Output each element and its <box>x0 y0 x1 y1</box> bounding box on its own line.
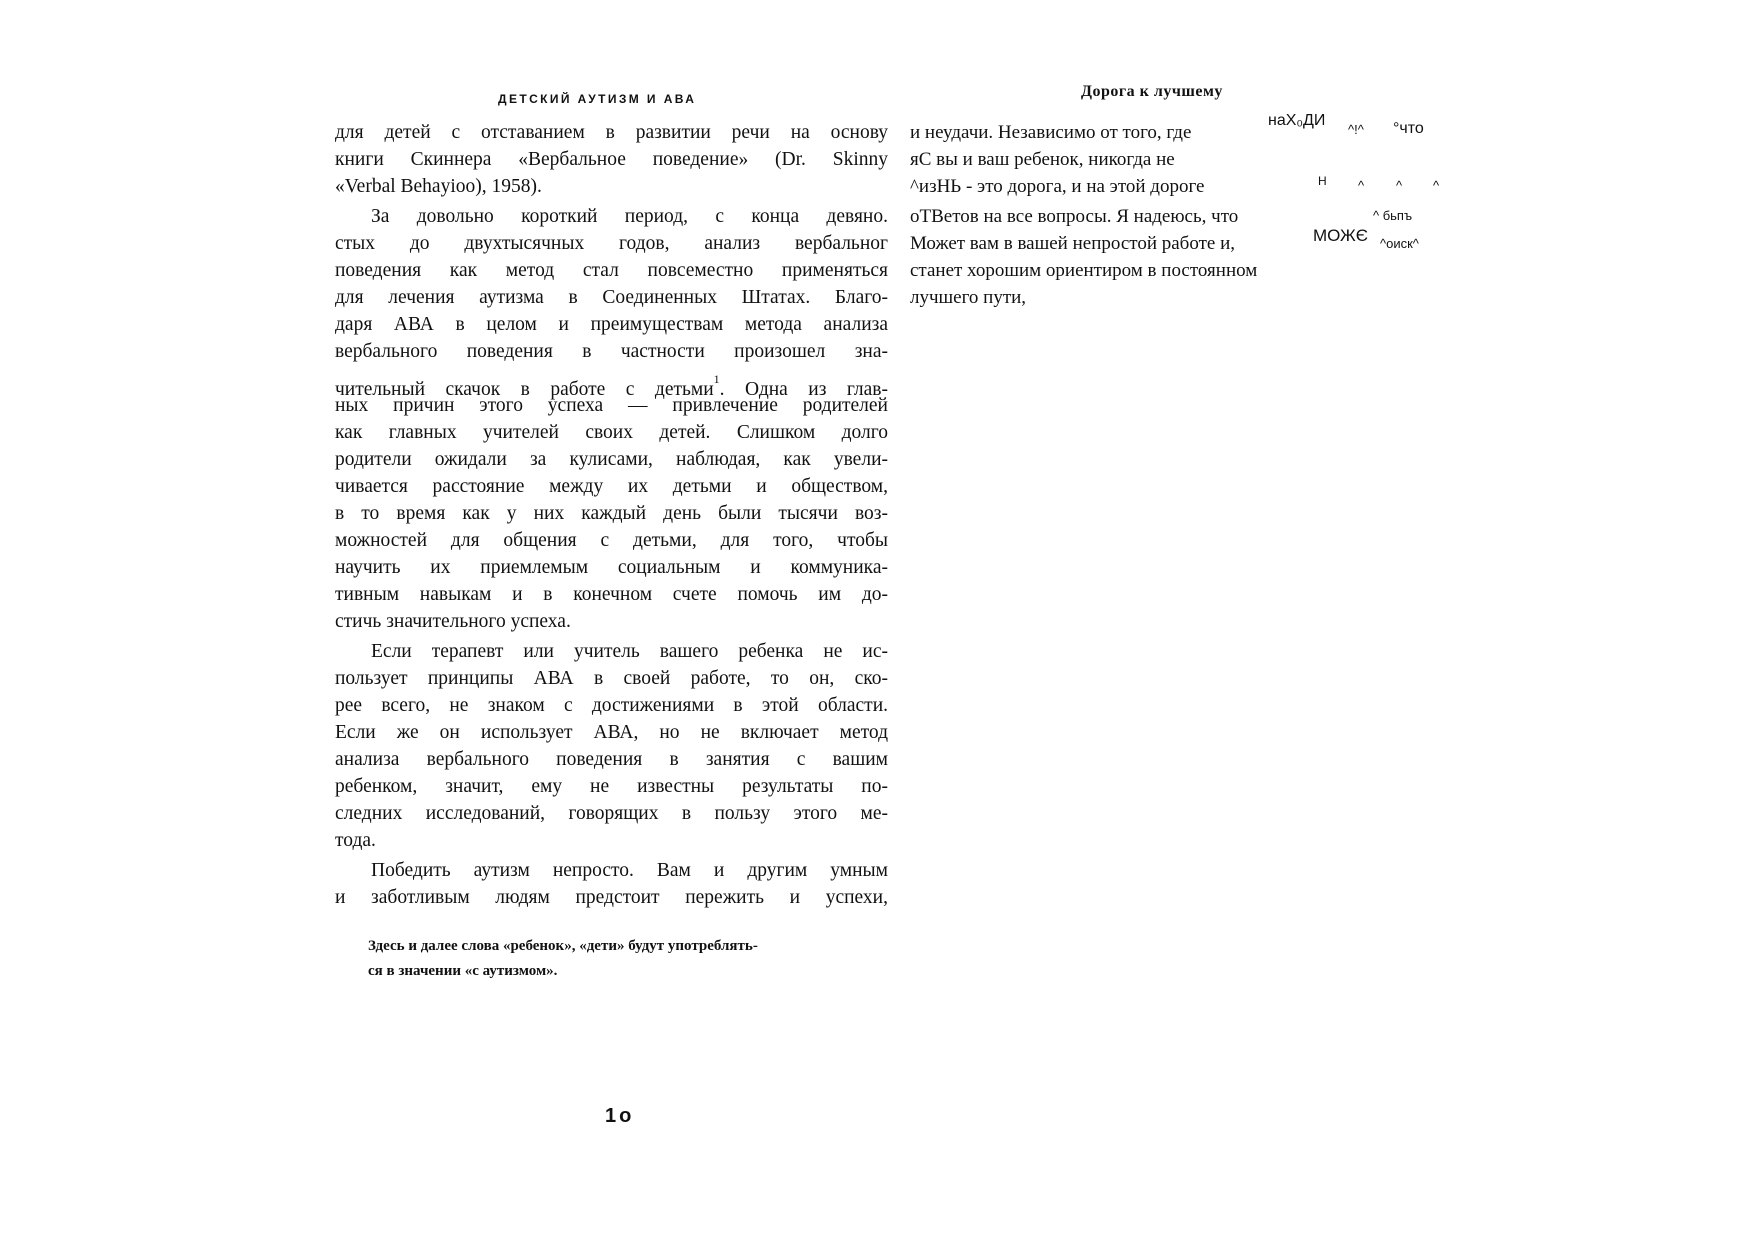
body-line: ребенком, значит, ему не известны результаты по- <box>335 776 888 797</box>
ocr-fragment: °что <box>1393 120 1424 137</box>
body-line: в то время как у них каждый день были тысячи воз- <box>335 503 888 524</box>
body-line: вербального поведения в частности произошел зна- <box>335 341 888 362</box>
body-line: можностей для общения с детьми, для того, чтобы <box>335 530 888 551</box>
ocr-fragment: ^ <box>1396 178 1403 193</box>
body-line: пользует принципы АВА в своей работе, то он, ско- <box>335 668 888 689</box>
body-line: ных причин этого успеха — привлечение родителей <box>335 395 888 416</box>
body-line: Если терапевт или учитель вашего ребенка не ис- <box>371 641 888 662</box>
body-line: Победить аутизм непросто. Вам и другим умным <box>371 860 888 881</box>
body-line: и неудачи. Независимо от того, где <box>910 122 1192 143</box>
ocr-fragment: ^оиск^ <box>1380 236 1419 251</box>
ocr-fragment: ^ <box>1358 178 1365 193</box>
body-line: «Verbal Behayioo), 1958). <box>335 176 542 197</box>
body-line: яС вы и ваш ребенок, никогда не <box>910 149 1175 170</box>
footnote-line: Здесь и далее слова «ребенок», «дети» будут употреблять- <box>368 938 758 954</box>
ocr-fragment: МОЖЄ <box>1313 226 1368 245</box>
body-line: тивным навыкам и в конечном счете помочь им до- <box>335 584 888 605</box>
body-line: как главных учителей своих детей. Слишком долго <box>335 422 888 443</box>
body-line: тода. <box>335 830 376 851</box>
right-running-head: Дорога к лучшему <box>1081 83 1223 100</box>
body-text: чительный скачок в работе с детьми <box>335 379 714 400</box>
body-line: для лечения аутизма в Соединенных Штатах. Благо- <box>335 287 888 308</box>
body-line: и заботливым людям предстоит пережить и успехи, <box>335 887 888 908</box>
body-line: За довольно короткий период, с конца девяно. <box>371 206 888 227</box>
body-line: оТВетов на все вопросы. Я надеюсь, что <box>910 206 1239 227</box>
body-line: анализа вербального поведения в занятия с вашим <box>335 749 888 770</box>
body-line: стых до двухтысячных годов, анализ вербальног <box>335 233 888 254</box>
footnote-line: ся в значении «с аутизмом». <box>368 963 558 979</box>
footnote-marker: 1 <box>713 372 720 386</box>
left-running-head: ДЕТСКИЙ АУТИЗМ И АВА <box>498 92 697 106</box>
body-line: даря АВА в целом и преимуществам метода анализа <box>335 314 888 335</box>
body-line: ^изНЬ - это дорога, и на этой дороге <box>910 176 1205 197</box>
ocr-fragment: наХ₀ДИ <box>1268 112 1326 129</box>
body-line: родители ожидали за кулисами, наблюдая, как увели- <box>335 449 888 470</box>
ocr-fragment: ^!^ <box>1348 122 1364 137</box>
body-line: лучшего пути, <box>910 287 1027 308</box>
ocr-fragment: ^ <box>1433 178 1440 193</box>
body-line: стичь значительного успеха. <box>335 611 571 632</box>
body-line: следних исследований, говорящих в пользу этого ме- <box>335 803 888 824</box>
body-line: научить их приемлемым социальным и коммуника- <box>335 557 888 578</box>
body-text: . Одна из глав- <box>719 379 888 400</box>
body-line: Может вам в вашей непростой работе и, <box>910 233 1235 254</box>
ocr-fragment: ^ бьпъ <box>1373 208 1413 223</box>
body-line: рее всего, не знаком с достижениями в этой области. <box>335 695 888 716</box>
body-line: станет хорошим ориентиром в постоянном <box>910 260 1258 281</box>
body-line: чивается расстояние между их детьми и обществом, <box>335 476 888 497</box>
right-page <box>900 0 1754 1241</box>
body-line: для детей с отставанием в развитии речи на основу <box>335 122 888 143</box>
body-line: Если же он использует АВА, но не включает метод <box>335 722 888 743</box>
ocr-fragment: Н <box>1318 174 1327 188</box>
body-line: книги Скиннера «Вербальное поведение» (Dr. Skinny <box>335 149 888 170</box>
page-number: 1о <box>605 1105 635 1127</box>
body-line: поведения как метод стал повсеместно применяться <box>335 260 888 281</box>
